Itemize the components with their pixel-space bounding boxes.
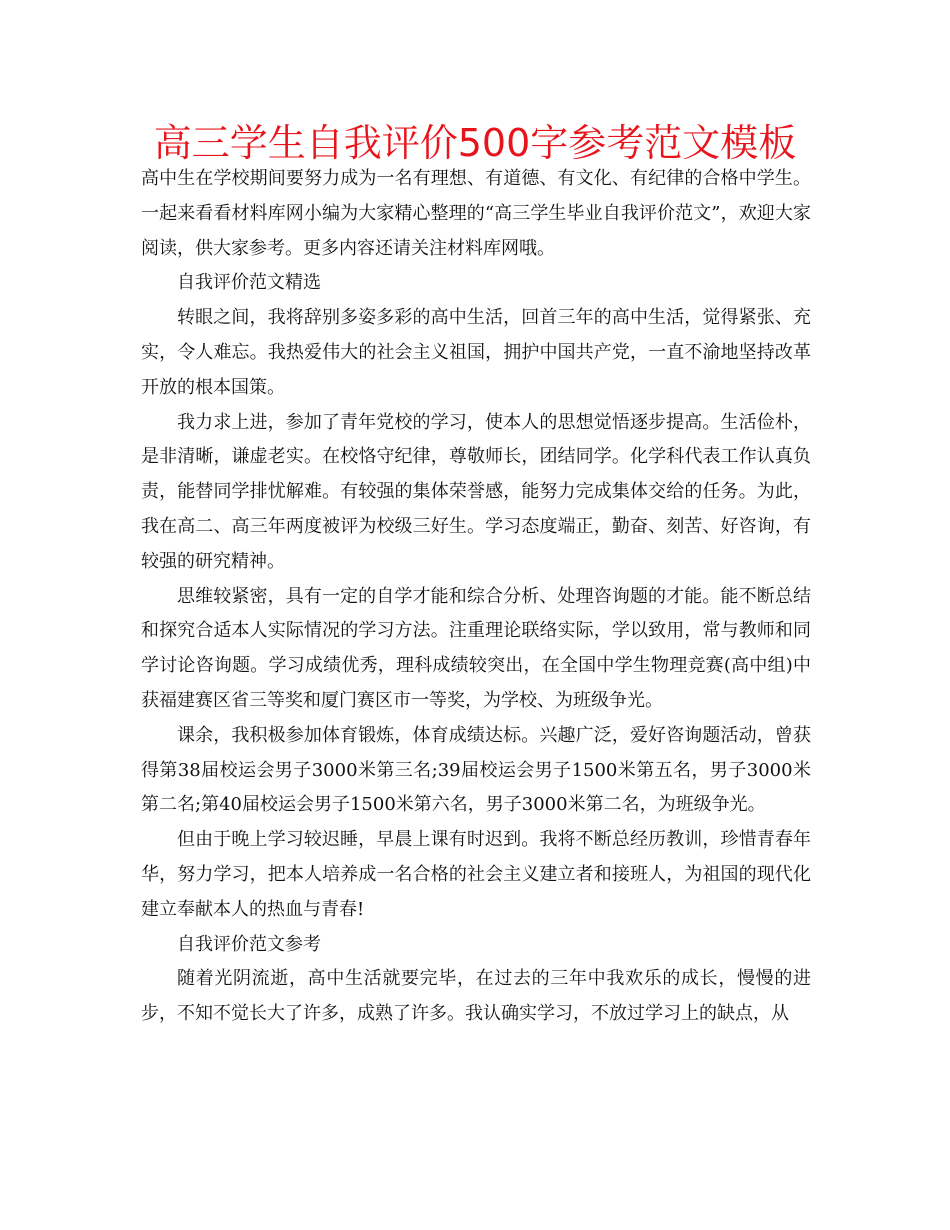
body-paragraph: 我力求上进，参加了青年党校的学习，使本人的思想觉悟逐步提高。生活俭朴，是非清晰，谦虚老实。在校恪守纪律，尊敬师长，团结同学。化学科代表工作认真负责，能替同学排忧解难。有较强的集体荣誉感，能努力完成集体交给的任务。为此，我在高二、高三年两度被评为校级三好生。学习态度端正，勤奋、刻苦、好咨询，有较强的研究精神。 [141,411,811,572]
body-paragraph: 转眼之间，我将辞别多姿多彩的高中生活，回首三年的高中生活，觉得紧张、充实，令人难忘。我热爱伟大的社会主义祖国，拥护中国共产党，一直不渝地坚持改革开放的根本国策。 [141,307,811,398]
document-body [141,162,811,1032]
body-paragraph: 但由于晚上学习较迟睡，早晨上课有时迟到。我将不断总经历教训，珍惜青春年华，努力学习，把本人培养成一名合格的社会主义建立者和接班人，为祖国的现代化建立奉献本人的热血与青春! [141,829,811,920]
body-paragraph: 课余，我积极参加体育锻炼，体育成绩达标。兴趣广泛，爱好咨询题活动，曾获得第38届校运会男子3000米第三名;39届校运会男子1500米第五名，男子3000米第二名;第40届校运会男子1500米第六名，男子3000米第二名，为班级争光。 [141,724,811,816]
section-heading-selected: 自我评价范文精选 [177,272,321,294]
document-title: 高三学生自我评价500字参考范文模板 [153,121,797,165]
body-paragraph: 思维较紧密，具有一定的自学才能和综合分析、处理咨询题的才能。能不断总结和探究合适本人实际情况的学习方法。注重理论联络实际，学以致用，常与教师和同学讨论咨询题。学习成绩优秀，理科成绩较突出，在全国中学生物理竞赛(高中组)中获福建赛区省三等奖和厦门赛区市一等奖，为学校、为班级争光。 [141,585,811,711]
intro-paragraph: 高中生在学校期间要努力成为一名有理想、有道德、有文化、有纪律的合格中学生。一起来看看材料库网小编为大家精心整理的“高三学生毕业自我评价范文”，欢迎大家阅读，供大家参考。更多内容还请关注材料库网哦。 [141,168,811,259]
body-paragraph: 随着光阴流逝，高中生活就要完毕，在过去的三年中我欢乐的成长，慢慢的进步，不知不觉长大了许多，成熟了许多。我认确实学习，不放过学习上的缺点，从 [141,968,811,1025]
section-heading-reference: 自我评价范文参考 [177,933,321,955]
